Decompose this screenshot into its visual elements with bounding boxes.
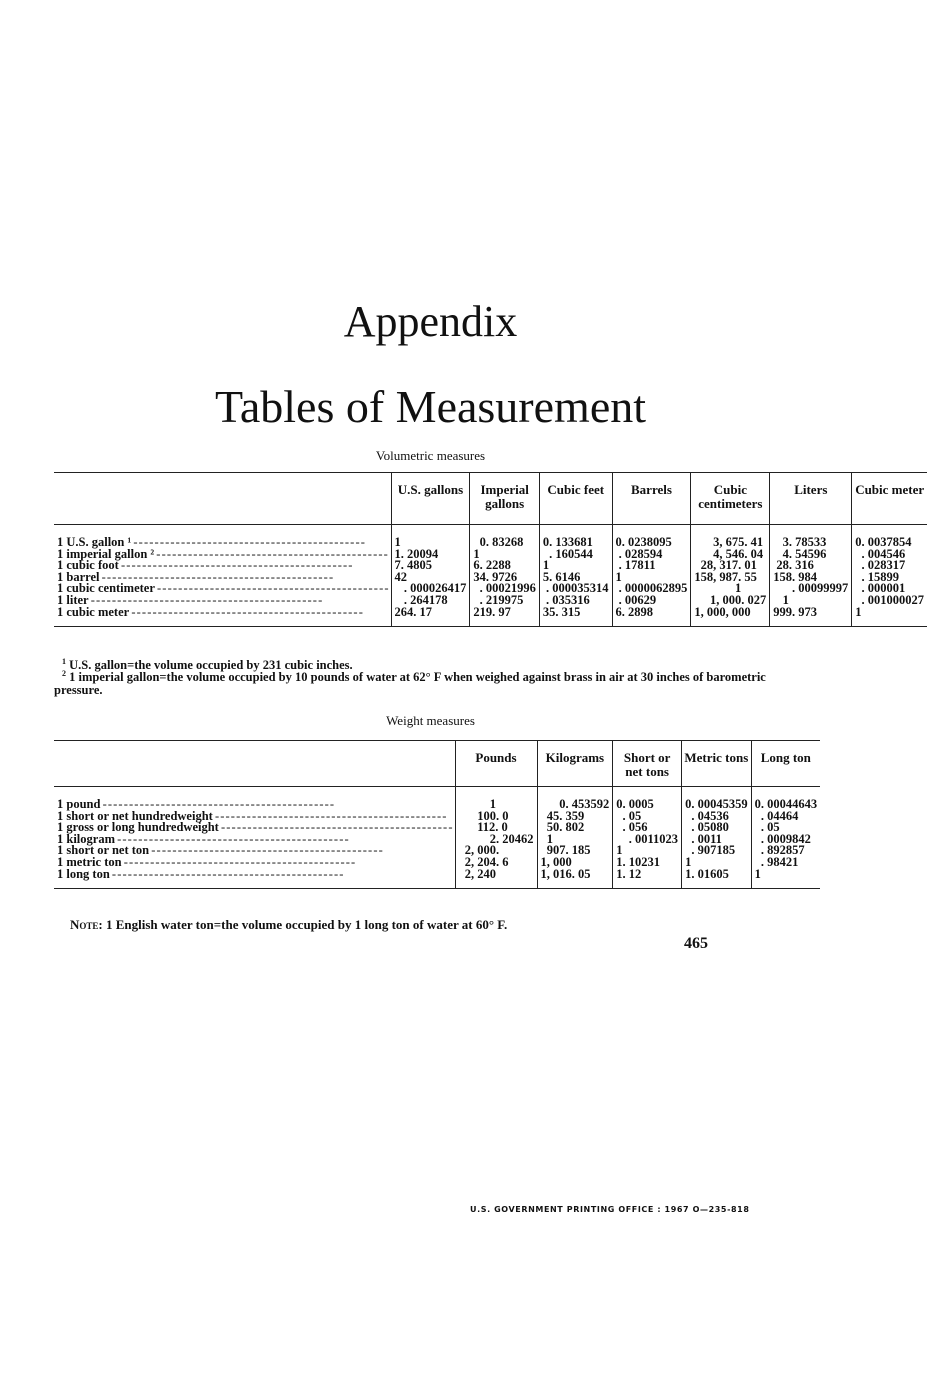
table-cell: 1 <box>855 604 862 619</box>
col-pounds <box>455 787 537 889</box>
table-cell: . 028594 <box>615 546 663 561</box>
table-cell: 0. 00044643 <box>754 797 818 811</box>
table-cell: . 0009842 <box>754 831 811 846</box>
col-liters <box>770 525 852 627</box>
table-cell: 4. 54596 <box>773 546 827 561</box>
table-cell: . 004546 <box>855 546 906 561</box>
row-label: 1 U.S. gallon ¹ - - - <box>57 537 388 549</box>
col-long-ton <box>751 787 820 889</box>
table-cell: 100. 0 <box>458 808 509 823</box>
table-cell: 6. 2898 <box>615 604 654 619</box>
header-imperial-gallons: Imperial gallons <box>470 473 540 525</box>
row-label: 1 cubic foot - - - <box>57 560 388 572</box>
table-cell: . 056 <box>616 820 648 835</box>
table-cell: 0. 00045359 <box>685 797 748 811</box>
table-cell: . 160544 <box>542 546 593 561</box>
note-text: 1 English water ton=the volume occupied by 1 long ton of water at 60° F. <box>102 917 508 932</box>
table-cell: 1. 01605 <box>685 866 729 881</box>
table-cell: . 05 <box>616 808 642 823</box>
table-cell: 1 <box>458 797 496 811</box>
table-cell: 7. 4805 <box>394 558 433 573</box>
table-cell: 1, 016. 05 <box>540 866 591 881</box>
table-cell: 0. 453592 <box>540 797 610 811</box>
table-cell: 28. 316 <box>773 558 814 573</box>
col-short-tons <box>613 787 682 889</box>
table-cell: 45. 359 <box>540 808 585 823</box>
table-cell: . 05 <box>754 820 780 835</box>
header-long-ton: Long ton <box>751 741 820 787</box>
note <box>70 917 507 933</box>
table-cell: 999. 973 <box>773 604 818 619</box>
table-cell: 907. 185 <box>540 843 591 858</box>
row-label: 1 short or net hundredweight - - - <box>57 811 452 823</box>
appendix-title: Appendix <box>343 297 518 346</box>
footnote-mark: 2 <box>62 669 66 678</box>
table-cell: . 04464 <box>754 808 799 823</box>
col-imperial-gallons <box>470 525 540 627</box>
footnote-text: U.S. gallon=the volume occupied by 231 cubic inches. <box>66 658 353 673</box>
table-cell: 42 <box>394 569 408 584</box>
row-label: 1 pound - - - <box>57 799 452 811</box>
table-cell: 1. 10231 <box>616 854 660 869</box>
table-cell: 1 <box>473 546 480 561</box>
row-label: 1 gross or long hundredweight - - - <box>57 822 452 834</box>
table-cell: 6. 2288 <box>473 558 511 573</box>
row-label: 1 short or net ton - - - <box>57 845 452 857</box>
col-us-gallons <box>391 525 470 627</box>
printer-imprint: U.S. GOVERNMENT PRINTING OFFICE : 1967 O—235-818 <box>470 1205 750 1214</box>
table-cell: . 000001 <box>855 581 906 596</box>
table-cell: . 000035314 <box>542 581 609 596</box>
row-label: 1 imperial gallon ² - - - <box>57 549 388 561</box>
table-cell: 1 <box>685 854 692 869</box>
row-labels <box>54 787 455 889</box>
table-cell: . 035316 <box>542 592 590 607</box>
col-cubic-meter <box>852 525 927 627</box>
footnote-mark: 1 <box>62 657 66 666</box>
col-cubic-centimeters <box>691 525 770 627</box>
page-title: Tables of Measurement <box>214 381 647 432</box>
table-cell: 1 <box>773 592 789 607</box>
table-cell: 5. 6146 <box>542 569 581 584</box>
table-cell: 1, 000. 027 <box>694 592 767 607</box>
table-cell: . 001000027 <box>855 592 925 607</box>
header-cubic-centimeters: Cubic centimeters <box>691 473 770 525</box>
table-cell: 1 <box>615 569 622 584</box>
table-cell: . 00099997 <box>773 581 849 596</box>
table-cell: . 0000062895 <box>615 581 688 596</box>
table-cell: 2. 20462 <box>458 831 534 846</box>
page-number: 465 <box>684 935 708 952</box>
table-cell: . 000026417 <box>394 581 467 596</box>
table-cell: . 907185 <box>685 843 736 858</box>
col-barrels <box>612 525 691 627</box>
table-cell: 219. 97 <box>473 604 511 619</box>
table-cell: 1 <box>542 558 550 573</box>
header-metric-tons: Metric tons <box>682 741 752 787</box>
table-cell: . 04536 <box>685 808 729 823</box>
table-cell: 28, 317. 01 <box>694 558 757 573</box>
footnote-text: 1 imperial gallon=the volume occupied by 10 pounds of water at 62° F when weighed against brass in air at 30 inches of barometric pressure. <box>54 670 766 698</box>
row-label: 1 long ton - - - <box>57 869 452 881</box>
header-pounds: Pounds <box>455 741 537 787</box>
table-cell: 1 <box>694 581 742 596</box>
header-us-gallons: U.S. gallons <box>391 473 470 525</box>
volumetric-caption: Volumetric measures <box>375 448 486 463</box>
table-cell: . 028317 <box>855 558 906 573</box>
table-cell: 0. 0238095 <box>615 535 672 549</box>
table-cell: 3, 675. 41 <box>694 535 764 549</box>
weight-caption: Weight measures <box>386 713 475 728</box>
header-barrels: Barrels <box>612 473 691 525</box>
row-label: 1 liter - - - <box>57 595 388 607</box>
table-cell: . 15899 <box>855 569 900 584</box>
table-cell: 35. 315 <box>542 604 581 619</box>
table-cell: 34. 9726 <box>473 569 518 584</box>
table-cell: 1. 12 <box>616 866 642 881</box>
row-label: 1 barrel - - - <box>57 572 388 584</box>
table-cell: . 00629 <box>615 592 657 607</box>
table-cell: 264. 17 <box>394 604 433 619</box>
table-cell: 158. 984 <box>773 569 818 584</box>
header-cubic-meter: Cubic meter <box>852 473 927 525</box>
header-blank <box>54 741 455 787</box>
header-short-tons: Short or net tons <box>613 741 682 787</box>
row-label: 1 kilogram - - - <box>57 834 452 846</box>
header-liters: Liters <box>770 473 852 525</box>
volumetric-table <box>54 472 927 627</box>
table-cell: 2, 240 <box>458 866 496 881</box>
header-kilograms: Kilograms <box>537 741 613 787</box>
header-blank <box>54 473 391 525</box>
col-cubic-feet <box>539 525 612 627</box>
table-cell: 2, 204. 6 <box>458 854 509 869</box>
table-cell: 1 <box>616 843 623 858</box>
weight-table <box>54 740 820 889</box>
row-label: 1 metric ton - - - <box>57 857 452 869</box>
table-cell: . 05080 <box>685 820 729 835</box>
table-cell: 112. 0 <box>458 820 508 835</box>
table-cell: 0. 0037854 <box>855 535 912 549</box>
table-cell: . 0011023 <box>616 831 679 846</box>
table-cell: 0. 0005 <box>616 797 654 811</box>
table-cell: 1 <box>754 866 761 881</box>
row-labels <box>54 525 391 627</box>
row-label: 1 cubic centimeter - - - <box>57 583 388 595</box>
table-cell: 158, 987. 55 <box>694 569 757 584</box>
table-cell: 3. 78533 <box>773 535 827 549</box>
table-cell: 0. 133681 <box>542 535 593 549</box>
table-cell: 2, 000. <box>458 843 500 858</box>
col-kilograms <box>537 787 613 889</box>
table-cell: 1, 000 <box>540 854 572 869</box>
table-cell: . 17811 <box>615 558 656 573</box>
table-cell: 4, 546. 04 <box>694 546 764 561</box>
note-label: Note: <box>70 917 103 932</box>
table-cell: 50. 802 <box>540 820 585 835</box>
table-cell: . 98421 <box>754 854 799 869</box>
table-cell: . 892857 <box>754 843 805 858</box>
col-metric-tons <box>682 787 752 889</box>
table-cell: 1 <box>540 831 553 846</box>
table-cell: 1, 000, 000 <box>694 604 751 619</box>
row-label: 1 cubic meter - - - <box>57 607 388 619</box>
footnote-2 <box>54 667 774 697</box>
table-cell: 0. 83268 <box>473 535 524 549</box>
table-cell: . 0011 <box>685 831 722 846</box>
header-cubic-feet: Cubic feet <box>539 473 612 525</box>
table-cell: . 219975 <box>473 592 524 607</box>
table-cell: 1. 20094 <box>394 546 439 561</box>
table-cell: . 00021996 <box>473 581 536 596</box>
table-cell: 1 <box>394 535 401 549</box>
table-cell: . 264178 <box>394 592 448 607</box>
